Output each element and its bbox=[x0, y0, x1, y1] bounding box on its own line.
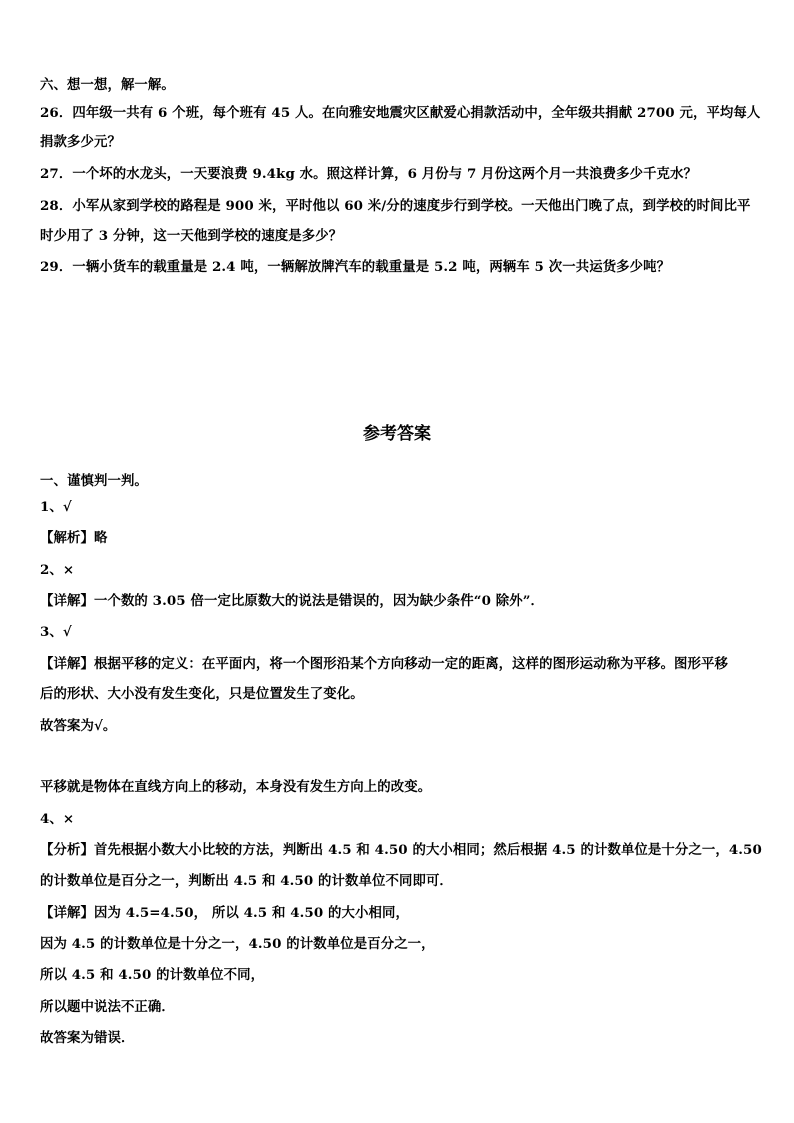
answer-4-detail-line1: 【详解】因为 4.5=4.50， 所以 4.5 和 4.50 的大小相同， bbox=[40, 905, 409, 921]
question-26-line1: 26．四年级一共有 6 个班，每个班有 45 人。在向雅安地震灾区献爱心捐款活动中，全年级共捐献 2700 元，平均每人 bbox=[40, 105, 761, 121]
answer-1-note: 【解析】略 bbox=[40, 530, 108, 546]
answer-3-detail-line2: 后的形状、大小没有发生变化，只是位置发生了变化。 bbox=[40, 686, 364, 702]
answer-4-conclusion: 故答案为错误． bbox=[40, 1030, 135, 1046]
answer-4: 4、× bbox=[40, 811, 75, 827]
answer-4-analysis-line2: 的计数单位是百分之一，判断出 4.5 和 4.50 的计数单位不同即可． bbox=[40, 873, 453, 889]
answer-4-detail-line4: 所以题中说法不正确． bbox=[40, 999, 175, 1015]
answers-title: 参考答案 bbox=[363, 424, 431, 444]
answer-4-detail-line2: 因为 4.5 的计数单位是十分之一，4.50 的计数单位是百分之一， bbox=[40, 936, 435, 952]
answer-4-analysis-line1: 【分析】首先根据小数大小比较的方法，判断出 4.5 和 4.50 的大小相同；然后根据 4.5 的计数单位是十分之一，4.50 bbox=[40, 842, 762, 858]
answer-3-extra: 平移就是物体在直线方向上的移动，本身没有发生方向上的改变。 bbox=[40, 779, 432, 795]
section-heading-six: 六、想一想，解一解。 bbox=[40, 77, 175, 93]
answer-3-detail-line1: 【详解】根据平移的定义：在平面内，将一个图形沿某个方向移动一定的距离，这样的图形运动称为平移。图形平移 bbox=[40, 656, 729, 672]
question-29: 29．一辆小货车的载重量是 2.4 吨，一辆解放牌汽车的载重量是 5.2 吨，两辆车 5 次一共运货多少吨？ bbox=[40, 259, 671, 275]
answers-section-heading: 一、谨慎判一判。 bbox=[40, 473, 148, 489]
answer-2-detail: 【详解】一个数的 3.05 倍一定比原数大的说法是错误的，因为缺少条件“0 除外”． bbox=[40, 593, 545, 609]
answer-4-detail-line3: 所以 4.5 和 4.50 的计数单位不同， bbox=[40, 967, 265, 983]
question-28-line1: 28．小军从家到学校的路程是 900 米，平时他以 60 米/分的速度步行到学校。一天他出门晚了点，到学校的时间比平 bbox=[40, 198, 751, 214]
answer-3: 3、√ bbox=[40, 624, 72, 640]
question-28-line2: 时少用了 3 分钟，这一天他到学校的速度是多少？ bbox=[40, 228, 343, 244]
answer-3-conclusion: 故答案为√。 bbox=[40, 718, 117, 734]
question-26-line2: 捐款多少元？ bbox=[40, 134, 121, 150]
question-27: 27．一个坏的水龙头，一天要浪费 9.4kg 水。照这样计算，6 月份与 7 月份这两个月一共浪费多少千克水？ bbox=[40, 166, 698, 182]
answer-1: 1、√ bbox=[40, 499, 72, 515]
answer-2: 2、× bbox=[40, 562, 75, 578]
